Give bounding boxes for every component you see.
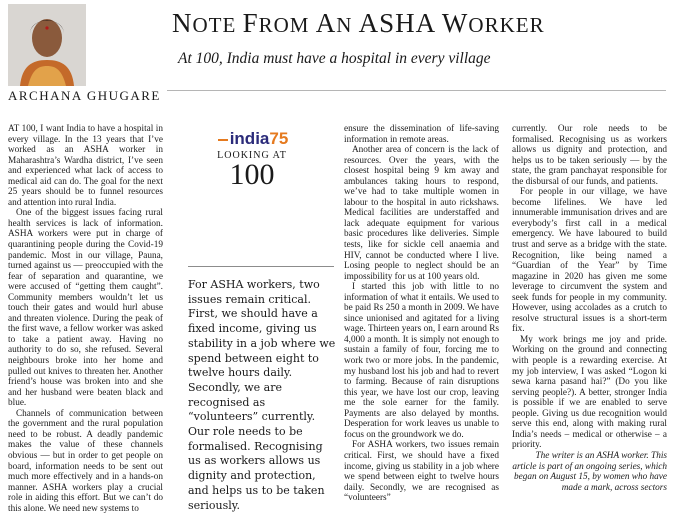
stripe-icon — [218, 139, 228, 141]
pull-quote-rule — [188, 266, 334, 267]
paragraph: ensure the dissemination of life-saving information in remote areas. — [344, 124, 499, 145]
paragraph: I started this job with little to no information of what it entails. We used to be paid Rs 250 a month in 2009. We have since unionised and agitated for a living wage. Thirteen years on, I earn around Rs 4,000 a month. It is simply not enough to sustain a family of four, forcing me to work two or more jobs. In the pandemic, my husband lost his job and had to revert to farming. Because of rain disruptions this year, we have lost our crop, leaving me the sole earner for the family. Payments are also delayed by months. Desperation for work leaves us unable to focus on the groundwork we do. — [344, 282, 499, 440]
author-portrait-icon — [8, 4, 86, 86]
column-3 — [344, 124, 499, 504]
deck: At 100, India must have a hospital in every village — [178, 50, 491, 67]
pull-quote: For ASHA workers, two issues remain critical. First, we should have a fixed income, giving us stability in a job where we spend between eight to twelve hours daily. Secondly, we are recognised as “volunteers” currently. Our role needs to be formalised. Recognising us as workers allows us dignity and protection, and helps us to be taken seriously. — [188, 278, 336, 512]
author-photo — [8, 4, 86, 86]
writer-tagline: The writer is an ASHA worker. This article is part of an ongoing series, which began on August 15, by women who have made a mark, across sectors — [512, 450, 667, 493]
headline: NOTE FROM AN ASHA WORKER — [172, 8, 545, 38]
logo-75: 75 — [269, 129, 289, 148]
paragraph: For ASHA workers, two issues remain critical. First, we should have a fixed income, giving us stability in a job where we spend between eight to twelve hours daily. Secondly, we are recognised as “volunteers” — [344, 440, 499, 504]
column-4 — [512, 124, 667, 493]
india-75-logo — [212, 130, 292, 192]
author-name: ARCHANA GHUGARE — [8, 88, 167, 104]
paragraph: One of the biggest issues facing rural health services is lack of information. ASHA workers were put in charge of quarantining people during the Covid-19 pandemic. Most in our village, Pauna, turned against us — preoccupied with the fear of separation and quarantine, we were accused of “getting them caught”. Community members wouldn’t let us touch their gates and would hurl abuse and threaten violence. During the peak of the first wave, a fellow worker was asked to take a patient away. Having no authority to do so, she refused. Several neighbours broke into her home and pulled out knives to threaten her. Another friend’s house was broken into and she and her husband were beaten black and blue. — [8, 208, 163, 409]
paragraph: currently. Our role needs to be formalised. Recognising us as workers allows us dignity and protection, and helps us to be taken seriously — by the state, the gram panchayat responsible for the disbursal of our funds, and patients. — [512, 124, 667, 187]
paragraph: For people in our village, we have become lifelines. We have led innumerable immunisation drives and are everybody’s first call in a medical emergency. We have laboured to build trust and serve as a bridge with the state. Recognition, like being named a “Guardian of the Year” by Time magazine in 2020 has given me some leverage to circumvent the system and seek funds for people in my community. However, using accolades as a crutch to resolve structural issues is a short-term fix. — [512, 187, 667, 335]
logo-looking-at: LOOKING AT — [217, 150, 287, 161]
logo-india: india — [229, 129, 270, 148]
logo-100: 100 — [229, 158, 275, 191]
column-1 — [8, 124, 163, 514]
paragraph: AT 100, I want India to have a hospital in every village. In the 13 years that I’ve worked as an ASHA worker in Maharashtra’s Wardha district, I’ve seen and experienced what lack of access to medical aid can do. The goal for the next 25 years should be to funnel resources and attention into rural India. — [8, 124, 163, 208]
paragraph: Channels of communication between the government and the rural population need to be robust. A deadly pandemic makes the value of these channels obvious — but in order to get people on board, information needs to be sent out much more effectively and in a hands-on manner. ASHA workers play a crucial role in aiding this effort. But we can’t do this alone. We need new systems to — [8, 408, 163, 514]
paragraph: Another area of concern is the lack of resources. Over the years, with the closest hospital being 9 km away and ambulances taking hours to respond, we’ve had to take multiple women in labour to the hospital in auto rickshaws. Medical facilities are understaffed and lack adequate equipment for various basic procedures like deliveries. Simple tests, like for sickle cell anaemia and HIV, cannot be conducted where I live. Losing people to neglect should be an impossibility for us at 100 years old. — [344, 145, 499, 282]
paragraph: My work brings me joy and pride. Working on the ground and connecting with people is a rewarding exercise. At my job interview, I was asked “Logon ki sewa karna pasand hai?” (Do you like serving people?). A better, stronger India is possible if we are enabled to serve people. Giving us due recognition would serve this end, along with making rural India’s needs – medical or otherwise – a priority. — [512, 334, 667, 451]
